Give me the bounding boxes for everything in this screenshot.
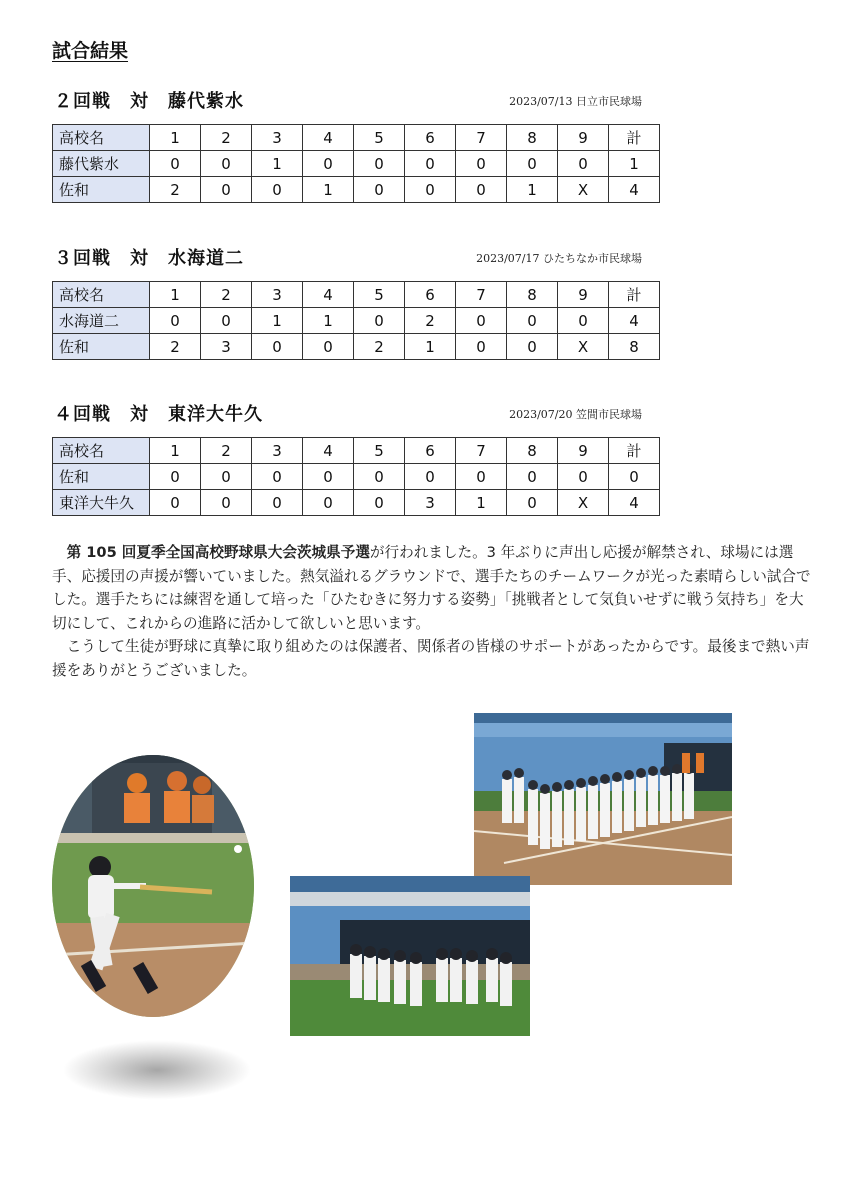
- header-cell: 8: [507, 282, 558, 308]
- scoreboard-row: [53, 308, 660, 334]
- game-meta-3: 2023/07/20 笠間市民球場: [509, 408, 642, 421]
- header-cell: 9: [558, 282, 609, 308]
- team-name-cell: 東洋大牛久: [53, 490, 150, 516]
- score-cell: 1: [405, 334, 456, 360]
- score-cell: 1: [456, 490, 507, 516]
- score-cell: 0: [558, 308, 609, 334]
- score-cell: 0: [150, 151, 201, 177]
- scoreboard-1: [52, 124, 660, 203]
- paragraph-1-text: が行われました。3 年ぶりに声出し応援が解禁され、球場には選手、応援団の声援が響いていました。熱気溢れるグラウンドで、選手たちのチームワークが光った素晴らしい試合でした。選手たちには練習を通して培った「ひたむきに努力する姿勢」「挑戦者として気負いせずに戦う気持ち」を大切にして、これからの進路に活かして欲しいと思います。: [52, 544, 811, 632]
- header-cell: 7: [456, 125, 507, 151]
- score-cell: 2: [150, 177, 201, 203]
- header-cell: 2: [201, 125, 252, 151]
- scoreboard-header-row: [53, 125, 660, 151]
- score-cell: 0: [201, 308, 252, 334]
- score-cell: 0: [201, 490, 252, 516]
- score-cell: 0: [456, 177, 507, 203]
- score-cell: 0: [456, 151, 507, 177]
- team-name-cell: 藤代紫水: [53, 151, 150, 177]
- score-cell: 0: [354, 464, 405, 490]
- score-cell: X: [558, 490, 609, 516]
- page-title: 試合結果: [52, 40, 129, 62]
- header-cell: 7: [456, 438, 507, 464]
- score-cell: 1: [252, 308, 303, 334]
- scoreboard-row: [53, 151, 660, 177]
- team-photo: [290, 876, 530, 1036]
- game-heading-3: ４回戦 対 東洋大牛久: [54, 404, 263, 425]
- tournament-name: 第 105 回夏季全国高校野球県大会茨城県予選: [66, 544, 370, 561]
- scoreboard-row: [53, 464, 660, 490]
- score-cell: 0: [405, 151, 456, 177]
- score-cell: 0: [354, 308, 405, 334]
- total-cell: 8: [609, 334, 660, 360]
- score-cell: 1: [303, 308, 354, 334]
- scoreboard-header-row: [53, 282, 660, 308]
- photo-shadow: [62, 1040, 252, 1100]
- score-cell: 0: [252, 334, 303, 360]
- score-cell: 0: [507, 151, 558, 177]
- score-cell: 0: [303, 151, 354, 177]
- score-cell: 0: [354, 177, 405, 203]
- article-body: [52, 541, 812, 682]
- total-cell: 4: [609, 177, 660, 203]
- game-meta-1: 2023/07/13 日立市民球場: [509, 95, 642, 108]
- score-cell: 0: [150, 308, 201, 334]
- scoreboard-header-row: [53, 438, 660, 464]
- header-cell: 9: [558, 438, 609, 464]
- score-cell: 2: [354, 334, 405, 360]
- total-cell: 4: [609, 308, 660, 334]
- header-cell: 計: [609, 438, 660, 464]
- header-cell: 8: [507, 438, 558, 464]
- header-cell: 計: [609, 282, 660, 308]
- score-cell: 3: [405, 490, 456, 516]
- score-cell: 0: [303, 490, 354, 516]
- header-cell: 高校名: [53, 125, 150, 151]
- score-cell: 0: [456, 334, 507, 360]
- score-cell: 2: [150, 334, 201, 360]
- header-cell: 5: [354, 438, 405, 464]
- header-cell: 2: [201, 282, 252, 308]
- score-cell: 0: [150, 490, 201, 516]
- paragraph-2: こうして生徒が野球に真摯に取り組めたのは保護者、関係者の皆様のサポートがあったからです。最後まで熱い声援をありがとうございました。: [52, 638, 810, 679]
- score-cell: 0: [354, 490, 405, 516]
- score-cell: 3: [201, 334, 252, 360]
- score-cell: 0: [558, 464, 609, 490]
- game-heading-2: ３回戦 対 水海道二: [54, 248, 244, 269]
- score-cell: X: [558, 334, 609, 360]
- game-heading-1: ２回戦 対 藤代紫水: [54, 91, 244, 112]
- header-cell: 高校名: [53, 438, 150, 464]
- score-cell: 0: [252, 490, 303, 516]
- scoreboard-3: [52, 437, 660, 516]
- score-cell: 1: [252, 151, 303, 177]
- score-cell: 0: [507, 490, 558, 516]
- score-cell: 1: [303, 177, 354, 203]
- score-cell: 0: [303, 464, 354, 490]
- score-cell: 0: [150, 464, 201, 490]
- score-cell: 0: [456, 464, 507, 490]
- team-name-cell: 佐和: [53, 177, 150, 203]
- score-cell: 0: [507, 334, 558, 360]
- header-cell: 4: [303, 438, 354, 464]
- header-cell: 4: [303, 125, 354, 151]
- score-cell: 0: [354, 151, 405, 177]
- team-name-cell: 佐和: [53, 464, 150, 490]
- header-cell: 6: [405, 282, 456, 308]
- score-cell: 0: [507, 464, 558, 490]
- score-cell: 0: [252, 177, 303, 203]
- score-cell: 2: [405, 308, 456, 334]
- header-cell: 3: [252, 125, 303, 151]
- score-cell: 0: [507, 308, 558, 334]
- score-cell: 0: [303, 334, 354, 360]
- score-cell: 0: [201, 151, 252, 177]
- header-cell: 1: [150, 438, 201, 464]
- header-cell: 1: [150, 125, 201, 151]
- score-cell: 0: [405, 464, 456, 490]
- batter-photo: [52, 755, 254, 1017]
- team-name-cell: 佐和: [53, 334, 150, 360]
- total-cell: 1: [609, 151, 660, 177]
- header-cell: 3: [252, 282, 303, 308]
- score-cell: 0: [201, 464, 252, 490]
- header-cell: 計: [609, 125, 660, 151]
- header-cell: 2: [201, 438, 252, 464]
- score-cell: 1: [507, 177, 558, 203]
- header-cell: 7: [456, 282, 507, 308]
- header-cell: 6: [405, 125, 456, 151]
- scoreboard-row: [53, 334, 660, 360]
- score-cell: 0: [252, 464, 303, 490]
- lineup-photo: [474, 713, 732, 885]
- header-cell: 9: [558, 125, 609, 151]
- score-cell: 0: [456, 308, 507, 334]
- scoreboard-row: [53, 177, 660, 203]
- header-cell: 5: [354, 125, 405, 151]
- paragraph-1: [52, 541, 812, 635]
- header-cell: 6: [405, 438, 456, 464]
- score-cell: 0: [558, 151, 609, 177]
- score-cell: 0: [201, 177, 252, 203]
- header-cell: 8: [507, 125, 558, 151]
- score-cell: X: [558, 177, 609, 203]
- scoreboard-row: [53, 490, 660, 516]
- total-cell: 0: [609, 464, 660, 490]
- header-cell: 5: [354, 282, 405, 308]
- game-meta-2: 2023/07/17 ひたちなか市民球場: [476, 252, 642, 265]
- score-cell: 0: [405, 177, 456, 203]
- header-cell: 1: [150, 282, 201, 308]
- header-cell: 高校名: [53, 282, 150, 308]
- total-cell: 4: [609, 490, 660, 516]
- header-cell: 4: [303, 282, 354, 308]
- header-cell: 3: [252, 438, 303, 464]
- scoreboard-2: [52, 281, 660, 360]
- team-name-cell: 水海道二: [53, 308, 150, 334]
